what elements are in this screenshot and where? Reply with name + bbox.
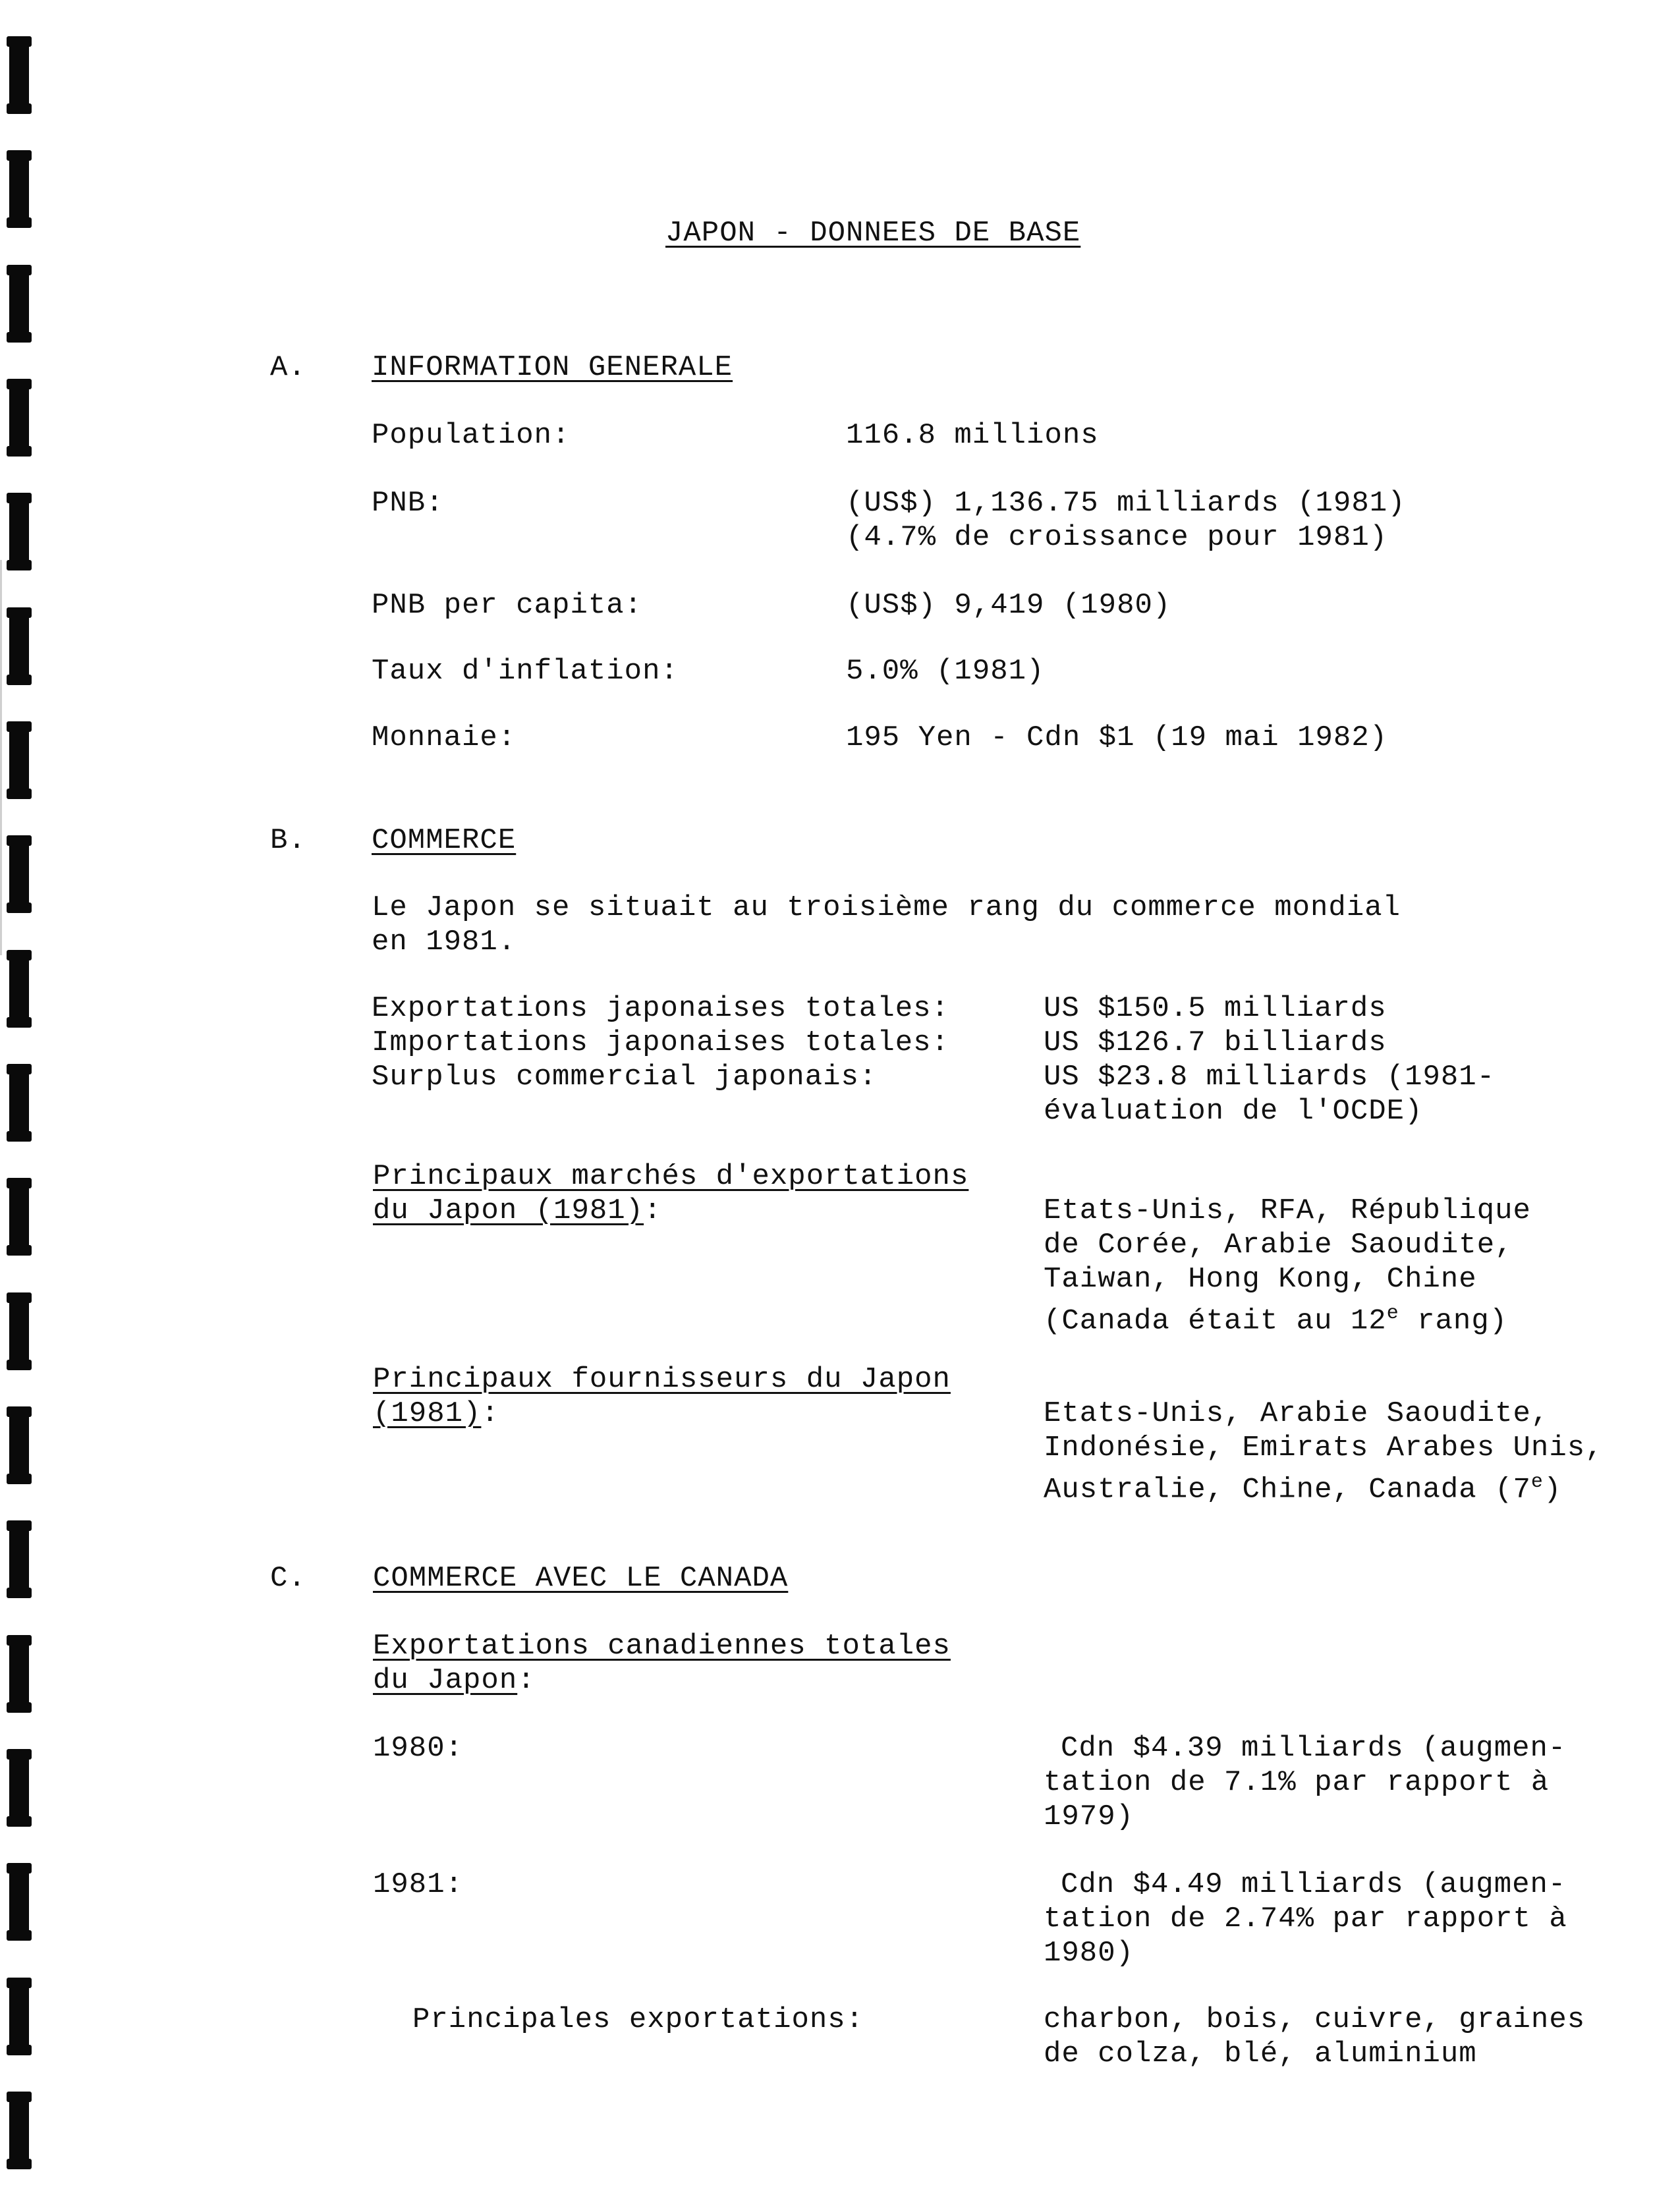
surplus-value-line-1: US $23.8 milliards (1981- <box>1044 1061 1496 1094</box>
cdn-exports-label-japon: du Japon <box>373 1664 518 1697</box>
value-1980-line-1: Cdn $4.39 milliards (augmen- <box>1061 1732 1567 1765</box>
pnb-value-line-2: (4.7% de croissance pour 1981) <box>846 521 1388 554</box>
value-1980-line-2: tation de 7.1% par rapport à <box>1044 1766 1550 1799</box>
markets-value-superscript: e <box>1386 1302 1399 1325</box>
value-1981-line-3: 1980) <box>1044 1937 1134 1970</box>
pnb-per-capita-label: PNB per capita: <box>372 589 643 622</box>
binder-mark <box>9 379 29 457</box>
binder-mark <box>9 950 29 1028</box>
binder-mark <box>9 1406 29 1484</box>
binder-mark <box>9 1863 29 1941</box>
page-title: JAPON - DONNEES DE BASE <box>665 217 1081 250</box>
suppliers-value-line-2: Indonésie, Emirats Arabes Unis, <box>1044 1431 1604 1464</box>
suppliers-value-line-3-end: ) <box>1543 1473 1562 1507</box>
value-1981-line-1: Cdn $4.49 milliards (augmen- <box>1061 1868 1567 1901</box>
markets-value-line-4 <box>1044 1296 1507 1339</box>
suppliers-label-line-2: (1981): <box>373 1397 499 1430</box>
suppliers-label-year: (1981) <box>373 1397 482 1430</box>
binder-mark <box>9 493 29 570</box>
population-value: 116.8 millions <box>846 419 1099 452</box>
markets-label-line-1: Principaux marchés d'exportations <box>373 1160 969 1193</box>
monnaie-value: 195 Yen - Cdn $1 (19 mai 1982) <box>846 721 1388 754</box>
main-exports-value-line-2: de colza, blé, aluminium <box>1044 2038 1477 2070</box>
main-exports-value-line-1: charbon, bois, cuivre, graines <box>1044 2003 1586 2036</box>
binder-mark <box>9 1064 29 1142</box>
markets-value-line-3: Taiwan, Hong Kong, Chine <box>1044 1263 1477 1296</box>
imports-label: Importations japonaises totales: <box>372 1026 949 1059</box>
binder-mark <box>9 1635 29 1713</box>
population-label: Population: <box>372 419 571 452</box>
suppliers-value-line-1: Etats-Unis, Arabie Saoudite, <box>1044 1397 1550 1430</box>
exports-label: Exportations japonaises totales: <box>372 992 949 1025</box>
main-exports-label: Principales exportations: <box>412 2003 864 2036</box>
imports-value: US $126.7 billiards <box>1044 1026 1387 1059</box>
value-1981-line-2: tation de 2.74% par rapport à <box>1044 1902 1567 1935</box>
binder-mark <box>9 265 29 343</box>
pnb-value-line-1: (US$) 1,136.75 milliards (1981) <box>846 487 1406 520</box>
markets-value-line-1: Etats-Unis, RFA, République <box>1044 1194 1531 1227</box>
cdn-exports-label-line-1: Exportations canadiennes totales <box>373 1630 951 1663</box>
binder-mark <box>9 835 29 913</box>
binder-mark <box>9 1292 29 1370</box>
markets-value-line-4-start: (Canada était au 12 <box>1044 1304 1387 1338</box>
monnaie-label: Monnaie: <box>372 721 517 754</box>
binder-mark <box>9 607 29 685</box>
binder-mark <box>9 2092 29 2169</box>
section-c-heading: COMMERCE AVEC LE CANADA <box>373 1562 789 1595</box>
section-a-letter: A. <box>270 351 306 384</box>
binder-mark <box>9 1178 29 1256</box>
section-a-heading: INFORMATION GENERALE <box>372 351 733 384</box>
page-edge-line <box>0 560 2 955</box>
value-1980-line-3: 1979) <box>1044 1800 1134 1833</box>
suppliers-value-line-3-start: Australie, Chine, Canada (7 <box>1044 1473 1531 1507</box>
binder-mark <box>9 1520 29 1598</box>
year-1981-label: 1981: <box>373 1868 464 1901</box>
markets-value-line-2: de Corée, Arabie Saoudite, <box>1044 1229 1513 1262</box>
suppliers-value-superscript: e <box>1530 1471 1544 1493</box>
cdn-exports-label-line-2: du Japon: <box>373 1664 536 1697</box>
markets-label-year: du Japon (1981) <box>373 1194 644 1227</box>
binder-mark <box>9 721 29 799</box>
commerce-intro-line-2: en 1981. <box>372 926 517 958</box>
commerce-intro-line-1: Le Japon se situait au troisième rang du commerce mondial <box>372 891 1401 924</box>
section-b-letter: B. <box>270 824 306 857</box>
suppliers-label-line-1: Principaux fournisseurs du Japon <box>373 1363 951 1396</box>
section-b-heading: COMMERCE <box>372 824 517 857</box>
pnb-label: PNB: <box>372 487 444 520</box>
exports-value: US $150.5 milliards <box>1044 992 1387 1025</box>
surplus-value-line-2: évaluation de l'OCDE) <box>1044 1095 1423 1128</box>
binder-mark <box>9 1749 29 1827</box>
section-c-letter: C. <box>270 1562 306 1595</box>
markets-label-line-2: du Japon (1981): <box>373 1194 662 1227</box>
inflation-label: Taux d'inflation: <box>372 655 679 688</box>
binder-mark <box>9 150 29 228</box>
markets-value-line-4-end: rang) <box>1399 1304 1508 1338</box>
inflation-value: 5.0% (1981) <box>846 655 1045 688</box>
year-1980-label: 1980: <box>373 1732 464 1765</box>
binder-mark <box>9 1978 29 2055</box>
binder-mark <box>9 36 29 114</box>
pnb-per-capita-value: (US$) 9,419 (1980) <box>846 589 1171 622</box>
surplus-label: Surplus commercial japonais: <box>372 1061 878 1094</box>
suppliers-value-line-3 <box>1044 1465 1561 1507</box>
